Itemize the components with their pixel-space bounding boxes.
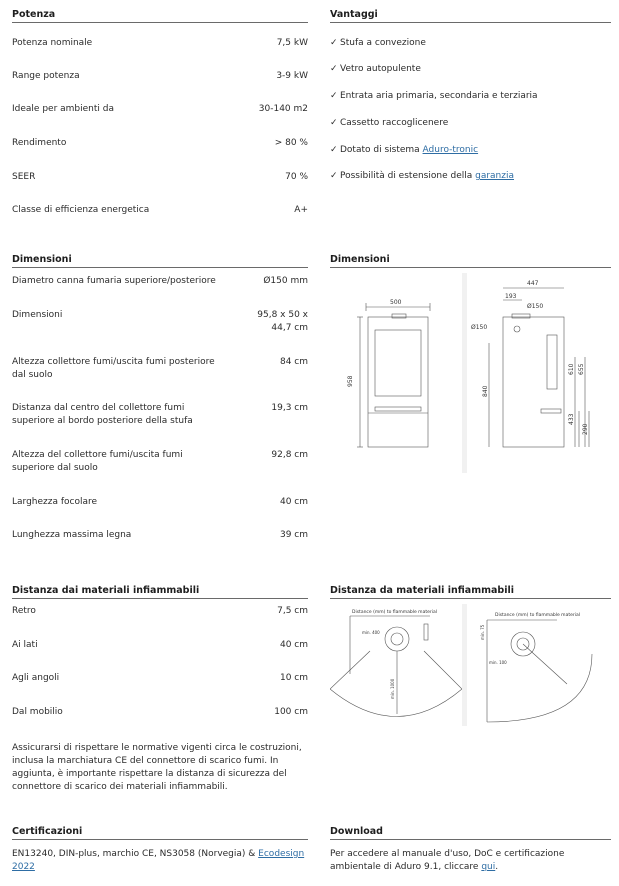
side-top-flue-label: Ø150 bbox=[527, 303, 544, 310]
spec-value: 39 cm bbox=[279, 530, 308, 540]
clearance-furniture-label: min. 1000 bbox=[390, 678, 395, 699]
spec-label: Larghezza focolare bbox=[12, 497, 98, 507]
spec-label: Range potenza bbox=[12, 71, 80, 81]
spec-value: 19,3 cm bbox=[271, 403, 308, 413]
list-item-text: Entrata aria primaria, secondaria e terziaria bbox=[340, 91, 538, 101]
check-icon: ✓ bbox=[330, 64, 338, 74]
list-item-text: Stufa a convezione bbox=[340, 38, 426, 48]
side-h3-label: 655 bbox=[578, 363, 585, 375]
spec-value: 84 cm bbox=[279, 357, 308, 367]
aduro-tronic-link[interactable]: Aduro-tronic bbox=[422, 145, 479, 155]
check-icon: ✓ bbox=[330, 171, 338, 181]
potenza-section bbox=[12, 8, 308, 215]
side-depth-label: 447 bbox=[527, 280, 539, 287]
clearance-caption-left: Distance (mm) to flammable material bbox=[352, 610, 437, 615]
list-item bbox=[330, 144, 611, 157]
side-view-drawing bbox=[467, 273, 600, 473]
spec-value: 30-140 m2 bbox=[258, 104, 308, 114]
distanza-title: Distanza dai materiali infiammabili bbox=[12, 584, 308, 599]
dimensioni-figure-section bbox=[330, 253, 611, 483]
download-text bbox=[330, 848, 611, 874]
download-title: Download bbox=[330, 825, 611, 840]
download-section bbox=[330, 825, 611, 872]
distanza-section bbox=[12, 584, 308, 792]
spec-label: Altezza collettore fumi/uscita fumi posteriore dal suolo bbox=[12, 357, 215, 380]
list-item bbox=[330, 63, 611, 76]
list-item-text: Cassetto raccoglicenere bbox=[340, 118, 449, 128]
side-offset-label: 193 bbox=[505, 293, 517, 300]
certificazioni-text bbox=[12, 848, 308, 874]
spec-label: Diametro canna fumaria superiore/posteriore bbox=[12, 276, 216, 286]
check-icon: ✓ bbox=[330, 145, 338, 155]
clearance-wall-drawing bbox=[330, 604, 462, 726]
check-icon: ✓ bbox=[330, 91, 338, 101]
list-item bbox=[330, 117, 611, 130]
spec-label: Altezza del collettore fumi/uscita fumi superiore dal suolo bbox=[12, 450, 183, 473]
ecodesign-link[interactable]: Ecodesign 2022 bbox=[12, 849, 305, 872]
spec-value: 7,5 kW bbox=[276, 38, 308, 48]
spec-value: 7,5 cm bbox=[277, 606, 308, 616]
spec-value: 40 cm bbox=[279, 497, 308, 507]
clearance-back-label: min. 75 bbox=[480, 624, 485, 640]
front-view-drawing bbox=[330, 273, 462, 473]
list-item-text: Dotato di sistema bbox=[340, 145, 423, 155]
download-end: . bbox=[495, 862, 499, 872]
vantaggi-section bbox=[330, 8, 611, 181]
spec-value: 100 cm bbox=[274, 707, 308, 717]
dimensioni-section bbox=[12, 253, 308, 540]
spec-label: Distanza dal centro del collettore fumi superiore al bordo posteriore della stufa bbox=[12, 403, 193, 426]
spec-value: 95,8 x 50 x 44,7 cm bbox=[257, 310, 308, 333]
clearance-corner-label: min. 100 bbox=[489, 660, 507, 665]
download-link[interactable]: qui bbox=[481, 862, 496, 872]
clearance-corner-drawing bbox=[467, 604, 600, 726]
spec-value: 40 cm bbox=[279, 640, 308, 650]
side-rear-flue-label: Ø150 bbox=[471, 324, 488, 331]
clearance-side-label: min. 400 bbox=[362, 630, 380, 635]
list-item bbox=[330, 90, 611, 103]
list-item-text: Possibilità di estensione della bbox=[340, 171, 476, 181]
spec-value: Ø150 mm bbox=[263, 276, 308, 286]
side-h1-label: 840 bbox=[482, 385, 489, 397]
list-item bbox=[330, 37, 611, 50]
dimension-drawing bbox=[330, 273, 600, 473]
spec-label: Dimensioni bbox=[12, 310, 63, 320]
download-body: Per accedere al manuale d'uso, DoC e certificazione ambientale di Aduro 9.1, cliccare bbox=[330, 849, 565, 872]
spec-label: SEER bbox=[12, 172, 36, 182]
spec-label: Ai lati bbox=[12, 640, 38, 650]
spec-value: 92,8 cm bbox=[271, 450, 308, 460]
clearance-drawing bbox=[330, 604, 600, 726]
vantaggi-title: Vantaggi bbox=[330, 8, 611, 23]
certificazioni-section bbox=[12, 825, 308, 872]
spec-label: Agli angoli bbox=[12, 673, 60, 683]
spec-value: 3-9 kW bbox=[276, 71, 308, 81]
dimensioni-title: Dimensioni bbox=[12, 253, 308, 268]
front-width-label: 500 bbox=[390, 299, 402, 306]
potenza-title: Potenza bbox=[12, 8, 308, 23]
side-h4-label: 433 bbox=[568, 413, 575, 425]
spec-label: Dal mobilio bbox=[12, 707, 63, 717]
garanzia-link[interactable]: garanzia bbox=[475, 171, 514, 181]
dimensioni-figure-title: Dimensioni bbox=[330, 253, 611, 268]
spec-value: > 80 % bbox=[274, 138, 308, 148]
spec-label: Retro bbox=[12, 606, 36, 616]
clearance-caption-right: Distance (mm) to flammable material bbox=[495, 613, 580, 618]
check-icon: ✓ bbox=[330, 38, 338, 48]
spec-label: Rendimento bbox=[12, 138, 67, 148]
spec-label: Lunghezza massima legna bbox=[12, 530, 132, 540]
check-icon: ✓ bbox=[330, 118, 338, 128]
spec-label: Ideale per ambienti da bbox=[12, 104, 114, 114]
distanza-figure-title: Distanza da materiali infiammabili bbox=[330, 584, 611, 599]
certificazioni-body: EN13240, DIN-plus, marchio CE, NS3058 (Norvegia) & bbox=[12, 849, 259, 859]
spec-value: 70 % bbox=[285, 172, 308, 182]
distanza-note: Assicurarsi di rispettare le normative vigenti circa le costruzioni, inclusa la marchiatura CE del connettore di scarico fumi. In aggiunta, è importante rispettare la distanza di sicurezza del connettore di scarico dei materiali infiammabili. bbox=[12, 743, 302, 792]
distanza-figure-section bbox=[330, 584, 611, 734]
list-item-text: Vetro autopulente bbox=[340, 64, 421, 74]
side-h5-label: 290 bbox=[582, 423, 589, 435]
spec-label: Potenza nominale bbox=[12, 38, 93, 48]
side-h2-label: 610 bbox=[568, 363, 575, 375]
spec-label: Classe di efficienza energetica bbox=[12, 205, 150, 215]
spec-value: 10 cm bbox=[279, 673, 308, 683]
list-item bbox=[330, 170, 611, 183]
certificazioni-title: Certificazioni bbox=[12, 825, 308, 840]
spec-value: A+ bbox=[294, 205, 308, 215]
front-height-label: 958 bbox=[347, 375, 354, 387]
